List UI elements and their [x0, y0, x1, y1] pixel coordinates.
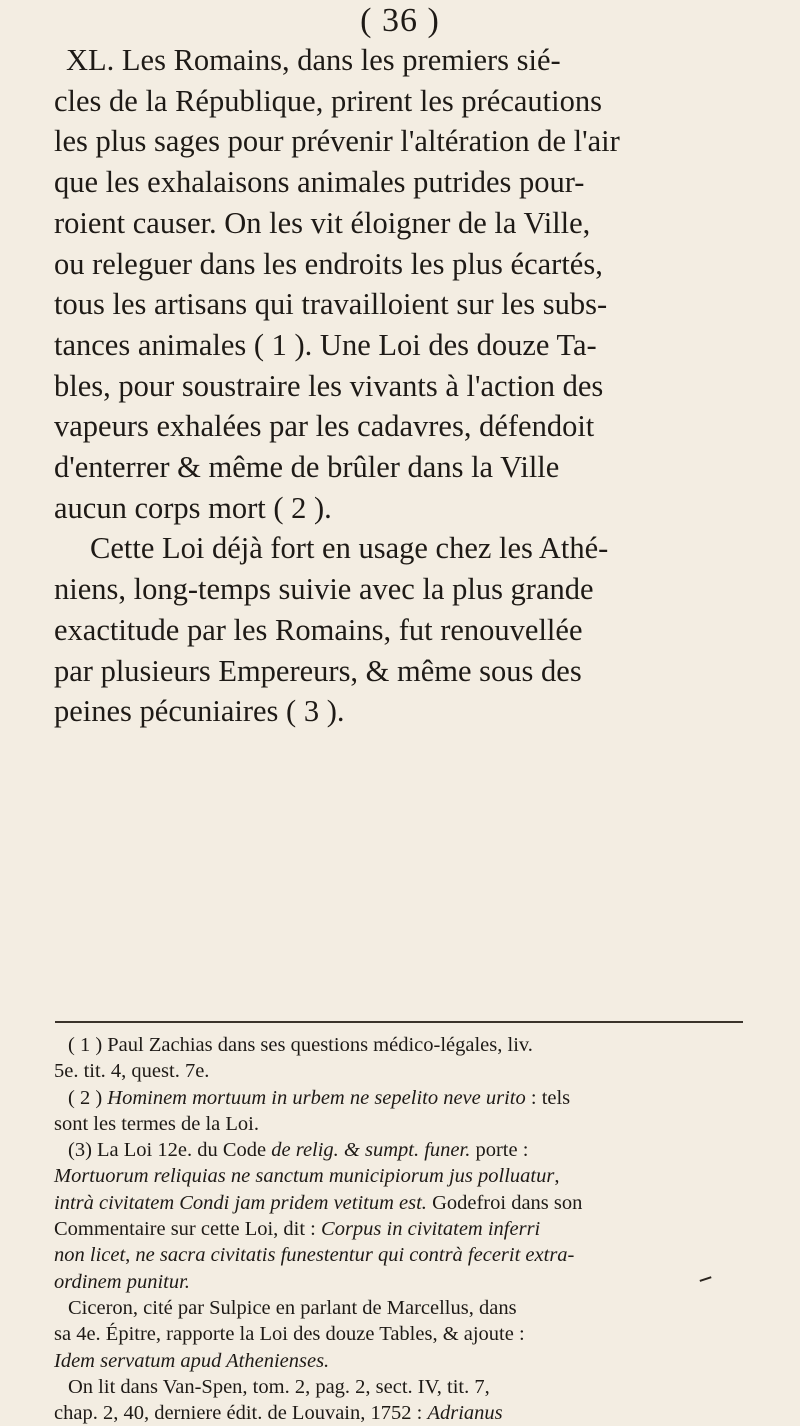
text-line: roient causer. On les vit éloigner de la Ville, — [54, 205, 591, 240]
page-number: ( 36 ) — [360, 2, 440, 39]
text-line: aucun corps mort ( 2 ). — [54, 490, 332, 525]
footnote-line — [54, 1137, 744, 1163]
footnote-text: , — [125, 1244, 136, 1267]
footnote-line: sa 4e. Épitre, rapporte la Loi des douze Tables, & ajoute : — [54, 1323, 525, 1346]
text-line: ou releguer dans les endroits les plus écartés, — [54, 246, 603, 281]
footnote-line — [54, 1216, 744, 1242]
footnote-text: , — [554, 1165, 560, 1188]
footnote-line — [54, 1242, 744, 1268]
latin-quote: de relig. & sumpt. funer. — [271, 1139, 471, 1162]
footnote-divider — [55, 1021, 743, 1023]
text-line: exactitude par les Romains, fut renouvellée — [54, 612, 583, 647]
latin-quote: ordinem punitur. — [54, 1270, 190, 1293]
footnote-line: ( 1 ) Paul Zachias dans ses questions médico-légales, liv. — [68, 1034, 533, 1056]
footnote-text: porte : — [470, 1139, 529, 1162]
latin-quote: Idem servatum apud Athenienses. — [54, 1349, 330, 1372]
footnote-line — [54, 1400, 744, 1426]
text-line: tances animales ( 1 ). Une Loi des douze Ta- — [54, 327, 597, 362]
footnote-text: ( 2 ) — [68, 1086, 108, 1109]
footnote-line — [54, 1269, 744, 1295]
text-line: cles de la République, prirent les précautions — [54, 83, 602, 118]
footnote-text: chap. 2, 40, derniere édit. de Louvain, 1752 : — [54, 1402, 428, 1425]
footnote-line: 5e. tit. 4, quest. 7e. — [54, 1060, 210, 1083]
footnote-text: Godefroi dans son — [426, 1191, 583, 1214]
footnotes — [54, 1032, 744, 1426]
footnote-text: : tels — [525, 1086, 571, 1109]
main-text — [54, 40, 742, 732]
latin-quote: Corpus in civitatem inferri — [321, 1218, 541, 1241]
latin-quote: ne sacra civitatis funestentur qui contrà fecerit extra- — [135, 1244, 575, 1267]
text-line: niens, long-temps suivie avec la plus grande — [54, 572, 594, 607]
footnote-line: Ciceron, cité par Sulpice en parlant de Marcellus, dans — [68, 1296, 517, 1319]
text-line: vapeurs exhalées par les cadavres, défendoit — [54, 409, 595, 444]
footnote-line — [54, 1348, 744, 1374]
text-line: XL. Les Romains, dans les premiers sié- — [66, 43, 561, 77]
latin-quote: Hominem mortuum in urbem ne sepelito neve urito — [107, 1086, 526, 1109]
latin-quote: non licet — [54, 1244, 126, 1267]
text-line: les plus sages pour prévenir l'altération de l'air — [54, 124, 620, 159]
latin-quote: Adrianus — [427, 1402, 503, 1425]
text-line: d'enterrer & même de brûler dans la Ville — [54, 450, 560, 485]
footnote-line — [54, 1190, 744, 1216]
text-line: que les exhalaisons animales putrides pour- — [54, 165, 585, 200]
latin-quote: intrà civitatem Condi jam pridem vetitum est. — [54, 1191, 427, 1214]
footnote-line: sont les termes de la Loi. — [54, 1112, 259, 1135]
text-line: peines pécuniaires ( 3 ). — [54, 694, 345, 729]
latin-quote: Mortuorum reliquias ne sanctum municipiorum jus polluatur — [54, 1165, 555, 1188]
footnote-line — [54, 1085, 744, 1111]
footnote-line — [54, 1163, 744, 1189]
footnote-line: On lit dans Van-Spen, tom. 2, pag. 2, sect. IV, tit. 7, — [68, 1375, 490, 1398]
text-line: par plusieurs Empereurs, & même sous des — [54, 653, 582, 688]
text-line: bles, pour soustraire les vivants à l'action des — [54, 368, 604, 403]
text-line: tous les artisans qui travailloient sur les subs- — [54, 287, 608, 322]
footnote-text: Commentaire sur cette Loi, dit : — [54, 1218, 322, 1241]
footnote-text: (3) La Loi 12e. du Code — [68, 1139, 272, 1162]
text-line: Cette Loi déjà fort en usage chez les Athé- — [90, 531, 609, 566]
